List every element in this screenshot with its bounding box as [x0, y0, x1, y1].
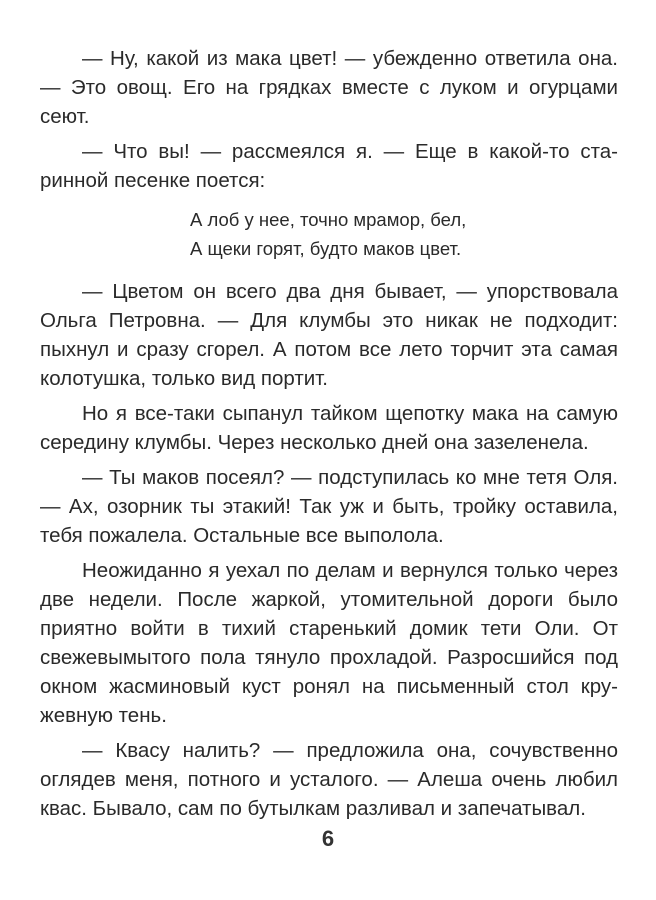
- page-text: [40, 44, 618, 823]
- paragraph: Неожиданно я уехал по делам и вернулся только через две недели. После жаркой, утомительной дороги было приятно войти в тихий старенький домик тети Оли. От свежевымытого пола тянуло прохладой. Разросшийся под окном жасминовый куст ронял на письменный стол кружевную тень.: [40, 559, 618, 727]
- paragraph: — Цветом он всего два дня бывает, — упорствовала Ольга Петровна. — Для клумбы это никак не подходит: пыхнул и сразу сгорел. А потом все лето торчит эта самая колотушка, только вид портит.: [40, 280, 618, 390]
- page-number: 6: [321, 826, 335, 851]
- poem-quote: [40, 205, 618, 263]
- paragraph: — Ты маков посеял? — подступилась ко мне тетя Оля. — Ах, озорник ты этакий! Так уж и быть, тройку оставила, тебя пожалела. Остальные все выполола.: [40, 466, 618, 547]
- paragraph: Но я все-таки сыпанул тайком щепотку мака на самую середину клумбы. Через несколько дней она зазеленела.: [40, 402, 618, 454]
- poem-line: А лоб у нее, точно мрамор, бел,: [190, 209, 467, 230]
- paragraph: — Ну, какой из мака цвет! — убежденно ответила она. — Это овощ. Его на грядках вместе с луком и огурцами сеют.: [40, 47, 618, 128]
- poem-line: А щеки горят, будто маков цвет.: [190, 238, 462, 259]
- paragraph: — Квасу налить? — предложила она, сочувственно оглядев меня, потного и усталого. — Алеша очень любил квас. Бывало, сам по бутылкам разливал и запечатывал.: [40, 739, 618, 820]
- paragraph: — Что вы! — рассмеялся я. — Еще в какой-то старинной песенке поется:: [40, 140, 618, 192]
